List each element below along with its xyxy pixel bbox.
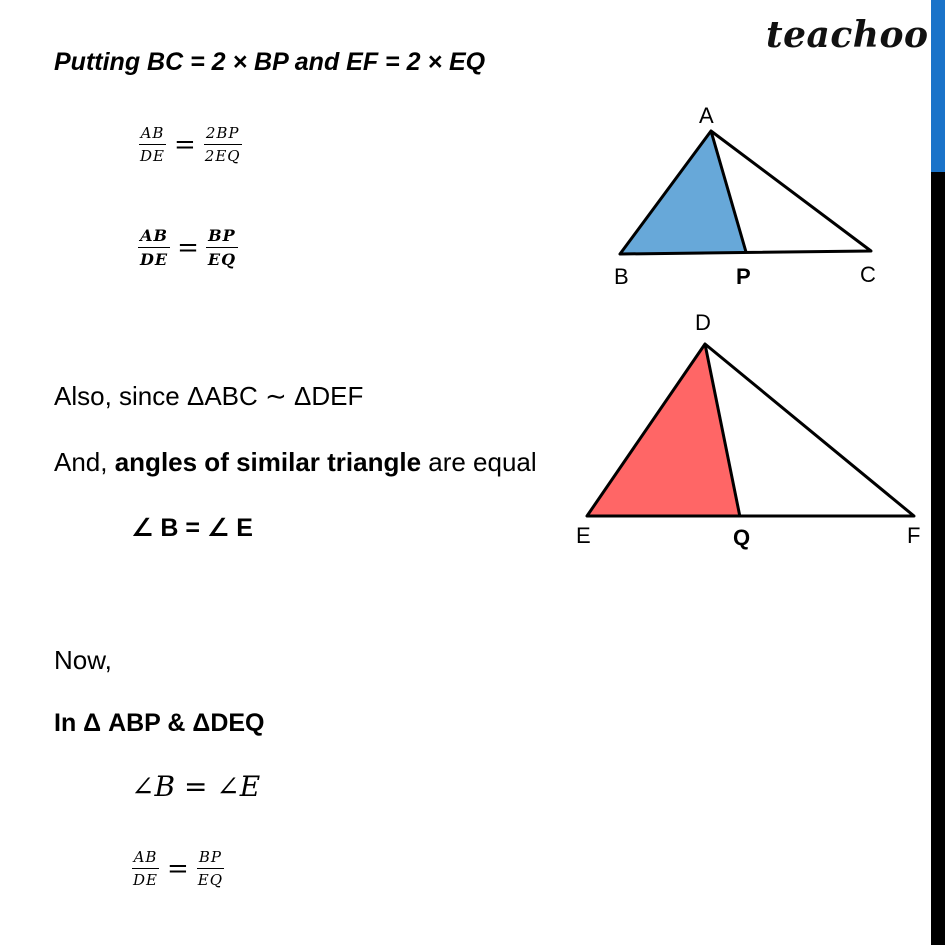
teachoo-logo: teachoo	[766, 14, 929, 56]
numerator: BP	[197, 848, 224, 869]
equation-ratio-final	[131, 848, 225, 889]
heading: Putting BC = 2 × BP and EF = 2 × EQ	[54, 48, 486, 76]
angle-equality: ∠ B = ∠ E	[131, 514, 253, 542]
vertex-b-label: B	[614, 264, 629, 289]
denominator: EQ	[207, 250, 237, 269]
similarity-statement: Also, since ΔABC ∼ ΔDEF	[54, 381, 364, 411]
denominator: DE	[133, 871, 158, 889]
fraction-bp-eq	[196, 848, 225, 889]
denominator: DE	[140, 250, 169, 269]
equals-sign: =	[166, 853, 189, 884]
fraction-ab-de	[138, 226, 170, 269]
triangle-abp-fill	[620, 131, 746, 254]
fraction-2bp-2eq	[203, 124, 243, 165]
triangle-deq-fill	[587, 344, 740, 517]
equals-sign: =	[173, 129, 196, 160]
angles-bold: angles of similar triangle	[114, 447, 422, 477]
fraction-bp-eq	[206, 226, 238, 269]
numerator: AB	[138, 226, 170, 248]
triangle-def-diagram	[570, 305, 925, 555]
numerator: AB	[132, 848, 160, 869]
equation-ratio-2bp	[138, 124, 243, 165]
equals-sign: =	[177, 232, 199, 263]
point-p-label: P	[736, 264, 751, 289]
fraction-ab-de	[131, 848, 160, 889]
vertex-a-label: A	[699, 103, 714, 128]
numerator: AB	[139, 124, 167, 145]
vertex-c-label: C	[860, 262, 876, 287]
angle-equation: ∠B = ∠E	[131, 770, 261, 803]
triangle-abc-diagram	[600, 100, 900, 295]
vertex-e-label: E	[576, 523, 591, 548]
numerator: BP	[206, 226, 238, 248]
angles-prefix: And,	[54, 447, 115, 477]
angles-suffix: are equal	[421, 447, 537, 477]
equation-ratio-bp-eq-bold	[138, 226, 238, 269]
vertex-d-label: D	[695, 310, 711, 335]
denominator: 2EQ	[204, 147, 241, 165]
point-q-label: Q	[733, 525, 751, 550]
angles-statement	[54, 447, 537, 478]
numerator: 2BP	[204, 124, 242, 145]
sidebar-accent	[931, 0, 945, 172]
triangles-heading: In Δ ABP & ΔDEQ	[54, 709, 265, 737]
fraction-ab-de	[138, 124, 167, 165]
vertex-f-label: F	[907, 523, 921, 548]
denominator: EQ	[197, 871, 224, 889]
now-label: Now,	[54, 645, 112, 675]
denominator: DE	[140, 147, 165, 165]
